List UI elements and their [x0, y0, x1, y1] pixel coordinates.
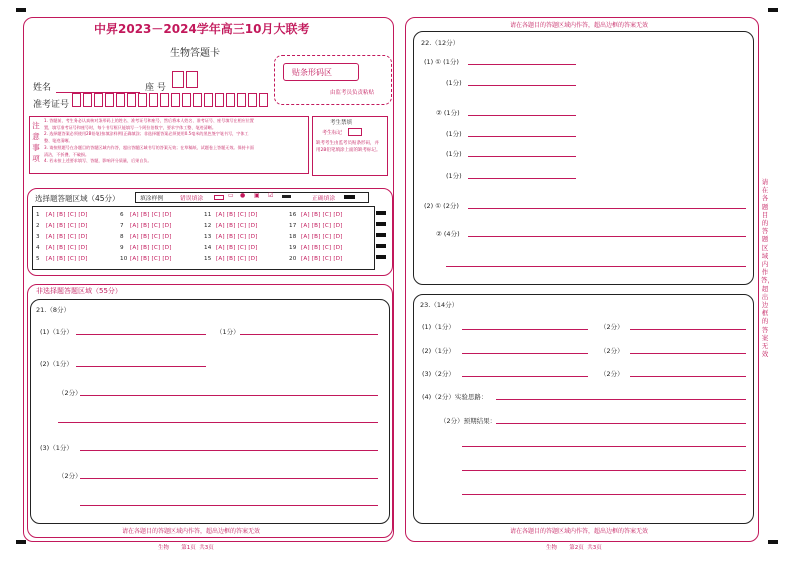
choice-options[interactable]: [A] [B] [C] [D] — [46, 234, 88, 240]
q22-item: ② (1分) — [436, 109, 460, 117]
choice-options[interactable]: [A] [B] [C] [D] — [130, 212, 172, 218]
nonchoice-header: 非选择题答题区域（55分） — [36, 287, 122, 295]
footer-page: 生物 第1页 共3页 — [158, 545, 214, 551]
q21-title: 21.（8分） — [36, 306, 70, 314]
choice-options[interactable]: [A] [B] [C] [D] — [216, 234, 258, 240]
absent-note: 缺考考生由监考员贴条形码，并用2B铅笔填涂上面的缺考标记。 — [316, 141, 381, 153]
answer-line[interactable] — [630, 329, 746, 330]
answer-line[interactable] — [58, 422, 378, 423]
q23-item: （2分）预期结果： — [440, 417, 497, 425]
seat-label: 座 号 — [145, 83, 166, 93]
answer-line[interactable] — [468, 208, 746, 209]
right-label: 正确填涂 — [312, 196, 336, 202]
q23-item: （2分） — [600, 347, 624, 355]
choice-options[interactable]: [A] [B] [C] [D] — [46, 212, 88, 218]
q21-box — [30, 299, 390, 524]
answer-line[interactable] — [496, 399, 746, 400]
footer-page: 生物 第2页 共3页 — [546, 545, 602, 551]
registration-mark — [16, 8, 26, 12]
seat-cell[interactable] — [172, 71, 184, 88]
answer-line[interactable] — [630, 376, 746, 377]
barcode-note: 由监考员负责粘贴 — [330, 90, 375, 96]
q23-item: (4)（2分）实验思路： — [422, 393, 488, 401]
choice-options[interactable]: [A] [B] [C] [D] — [301, 256, 343, 262]
answer-line[interactable] — [446, 266, 746, 267]
answer-line[interactable] — [76, 334, 206, 335]
answer-line[interactable] — [80, 505, 378, 506]
absent-title: 考生禁填 — [330, 120, 353, 126]
q22-box — [413, 31, 754, 285]
q23-item: （2分） — [600, 370, 624, 378]
wrong-label: 错误填涂 — [180, 196, 204, 202]
footer-warning: 请在各题目的答题区域内作答，超出边框的答案无效 — [122, 528, 261, 535]
choice-header: 选择题答题区域（45分） — [35, 194, 120, 203]
footer-warning: 请在各题目的答题区域内作答，超出边框的答案无效 — [510, 528, 649, 535]
q22-item: (1分) — [446, 172, 462, 180]
answer-line[interactable] — [462, 494, 746, 495]
answer-line[interactable] — [468, 85, 576, 86]
absent-mark-label: 考生标记 — [322, 130, 343, 136]
page-title: 中昇2023－2024学年高三10月大联考 — [94, 22, 310, 36]
absent-mark-checkbox[interactable] — [348, 128, 362, 136]
q22-item: ② (4分) — [436, 230, 460, 238]
q22-item: (1分) — [446, 150, 462, 158]
choice-options[interactable]: [A] [B] [C] [D] — [216, 245, 258, 251]
answer-line[interactable] — [468, 136, 576, 137]
exam-no-cells[interactable] — [72, 93, 272, 109]
notice-lines: 1. 答题前，考生务必认真核对条形码上的姓名、准考证号和座号，然后将本人姓名、准考证号、座号填写在相应位置 置，填写准考证号和座号时，每个书写框只能填写一个阿拉伯数字，要求字体工整、笔迹清晰。 2. 选择题答案必须使用2B铅笔(按填涂样例)正确填涂；非选择题答案必须使用0.5毫米的黑色签字笔书写，字体工 整、笔迹清晰。 3. 请按照题号在各题目的答题区域内作答，超出答题区域书写的答案无效；在草稿纸、试题卷上答题无效。保持卡面 清洁，不折叠、不破损。 4. 若未按上述要求填写、答题，影响评分质量，后果自负。 — [44, 118, 254, 164]
seat-cell[interactable] — [186, 71, 198, 88]
q21-item: （2分） — [58, 389, 82, 397]
answer-line[interactable] — [496, 423, 746, 424]
registration-mark — [16, 540, 26, 544]
answer-line[interactable] — [80, 450, 378, 451]
choice-options[interactable]: [A] [B] [C] [D] — [301, 234, 343, 240]
choice-options[interactable]: [A] [B] [C] [D] — [46, 223, 88, 229]
choice-options[interactable]: [A] [B] [C] [D] — [130, 234, 172, 240]
answer-line[interactable] — [630, 353, 746, 354]
sample-label: 填涂样例 — [140, 196, 164, 202]
choice-options[interactable]: [A] [B] [C] [D] — [130, 223, 172, 229]
choice-options[interactable]: [A] [B] [C] [D] — [301, 223, 343, 229]
choice-options[interactable]: [A] [B] [C] [D] — [130, 256, 172, 262]
q22-item: (2) ① (2分) — [424, 202, 459, 210]
answer-line[interactable] — [462, 329, 588, 330]
choice-options[interactable]: [A] [B] [C] [D] — [46, 245, 88, 251]
choice-options[interactable]: [A] [B] [C] [D] — [46, 256, 88, 262]
q21-item: （2分） — [58, 472, 82, 480]
q22-item: (1) ① (1分) — [424, 58, 459, 66]
choice-options[interactable]: [A] [B] [C] [D] — [216, 212, 258, 218]
registration-mark — [768, 8, 778, 12]
barcode-title: 贴条形码区 — [292, 68, 332, 77]
name-label: 姓名 — [33, 83, 52, 93]
answer-line[interactable] — [462, 470, 746, 471]
choice-options[interactable]: [A] [B] [C] [D] — [301, 212, 343, 218]
answer-line[interactable] — [80, 395, 378, 396]
top-warning: 请在各题目的答题区域内作答，超出边框的答案无效 — [510, 22, 649, 29]
answer-line[interactable] — [462, 376, 588, 377]
answer-line[interactable] — [76, 366, 206, 367]
q21-item: (1)（1分） — [40, 328, 73, 336]
page-subtitle: 生物答题卡 — [170, 48, 220, 59]
q23-item: (1)（1分） — [422, 323, 455, 331]
choice-options[interactable]: [A] [B] [C] [D] — [301, 245, 343, 251]
q21-item: (3)（1分） — [40, 444, 73, 452]
answer-line[interactable] — [468, 236, 746, 237]
registration-mark — [768, 540, 778, 544]
q23-item: (2)（1分） — [422, 347, 455, 355]
choice-options[interactable]: [A] [B] [C] [D] — [130, 245, 172, 251]
notice-title: 注意事项 — [32, 121, 40, 163]
choice-options[interactable]: [A] [B] [C] [D] — [216, 223, 258, 229]
side-warning: 请在各题目的答题区域内作答，超出边框的答案无效 — [761, 178, 774, 359]
q22-title: 22.（12分） — [421, 39, 460, 47]
q23-title: 23.（14分） — [420, 301, 459, 309]
right-fill-sample — [344, 195, 355, 199]
q21-item: （1分） — [216, 328, 240, 336]
q21-item: (2)（1分） — [40, 360, 73, 368]
answer-line[interactable] — [80, 478, 378, 479]
q22-item: (1分) — [446, 130, 462, 138]
q23-item: (3)（2分） — [422, 370, 455, 378]
exam-no-label: 准考证号 — [33, 100, 70, 110]
q23-item: （2分） — [600, 323, 624, 331]
answer-line[interactable] — [468, 156, 576, 157]
choice-options[interactable]: [A] [B] [C] [D] — [216, 256, 258, 262]
answer-line[interactable] — [462, 353, 588, 354]
answer-line[interactable] — [468, 115, 576, 116]
answer-line[interactable] — [468, 178, 576, 179]
answer-line[interactable] — [462, 446, 746, 447]
answer-line[interactable] — [468, 64, 576, 65]
q22-item: (1分) — [446, 79, 462, 87]
answer-line[interactable] — [240, 334, 378, 335]
